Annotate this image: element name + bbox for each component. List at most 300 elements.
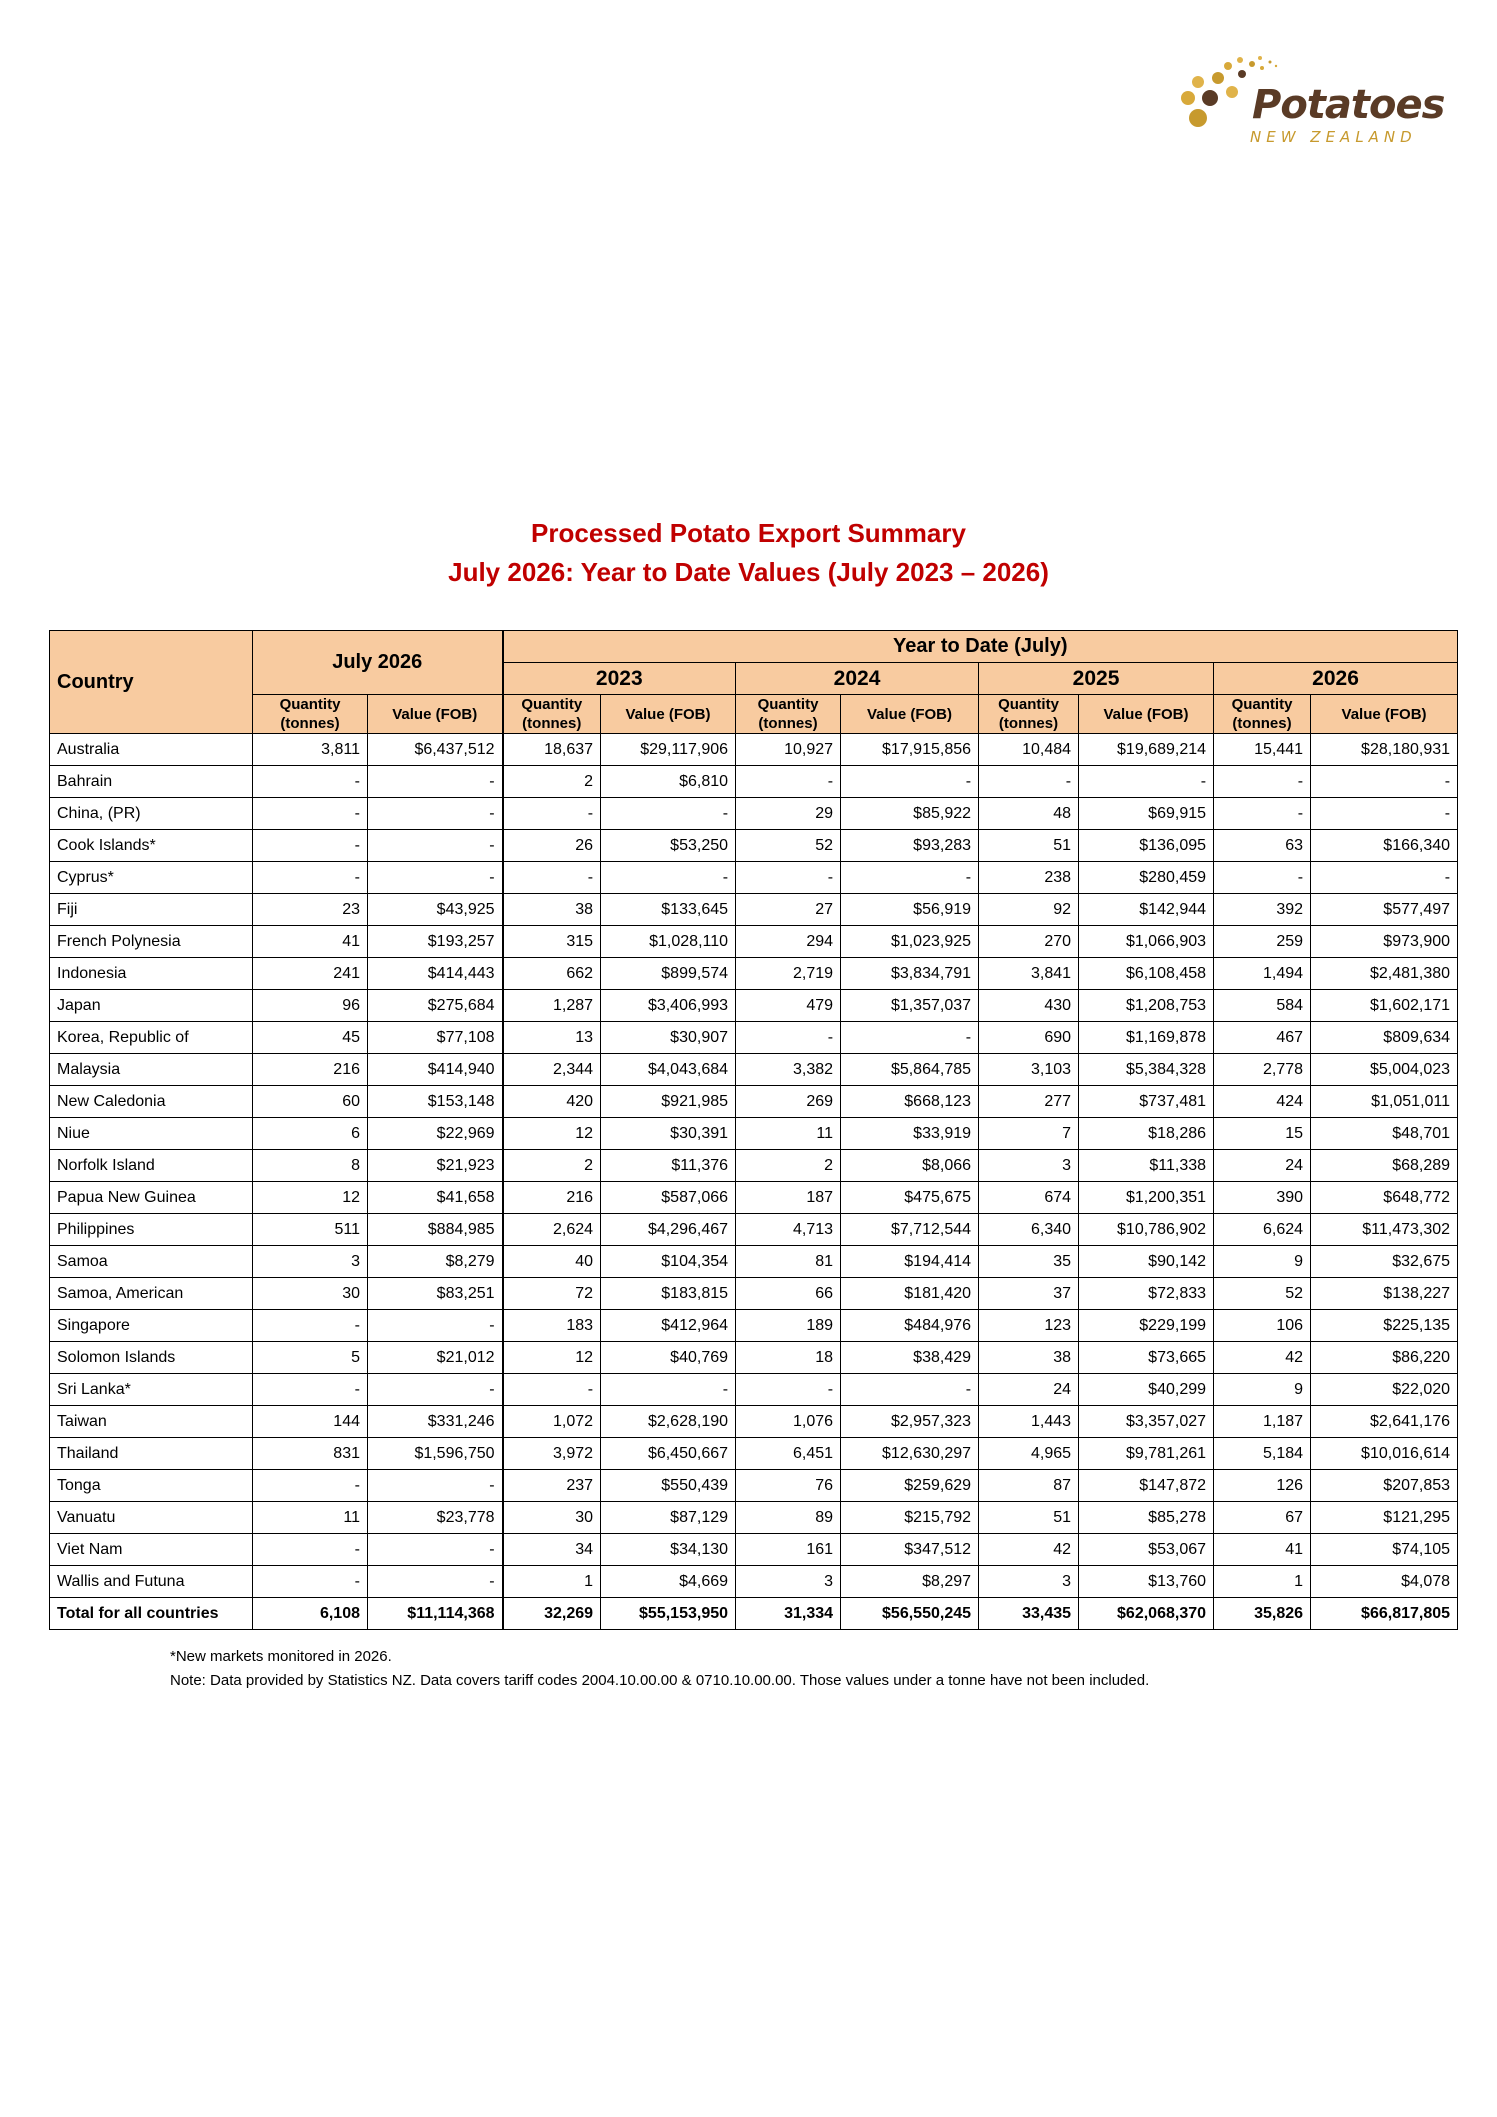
value-cell: $29,117,906: [601, 734, 736, 766]
tonnes-label: (tonnes): [758, 715, 818, 732]
quantity-cell: 33,435: [979, 1598, 1079, 1630]
value-cell: $1,357,037: [841, 990, 979, 1022]
table-row: [50, 1054, 1458, 1086]
value-cell: $1,028,110: [601, 926, 736, 958]
quantity-cell: 29: [736, 798, 841, 830]
value-cell: $2,957,323: [841, 1406, 979, 1438]
country-cell: Sri Lanka*: [50, 1374, 253, 1406]
value-cell: $85,278: [1079, 1502, 1214, 1534]
value-cell: $121,295: [1311, 1502, 1458, 1534]
title-line-1: Processed Potato Export Summary: [531, 518, 966, 548]
title-line-2: July 2026: Year to Date Values (July 2023 – 2026): [448, 557, 1049, 587]
value-cell: $809,634: [1311, 1022, 1458, 1054]
country-cell: Viet Nam: [50, 1534, 253, 1566]
value-cell: $87,129: [601, 1502, 736, 1534]
value-cell: $5,864,785: [841, 1054, 979, 1086]
quantity-cell: 96: [253, 990, 368, 1022]
table-row: [50, 1150, 1458, 1182]
value-cell: $21,923: [368, 1150, 503, 1182]
quantity-cell: 3: [253, 1246, 368, 1278]
value-cell: $5,004,023: [1311, 1054, 1458, 1086]
quantity-cell: 5: [253, 1342, 368, 1374]
tonnes-label: (tonnes): [280, 715, 340, 732]
country-cell: Australia: [50, 734, 253, 766]
quantity-cell: -: [1214, 766, 1311, 798]
quantity-cell: 315: [503, 926, 601, 958]
value-cell: $142,944: [1079, 894, 1214, 926]
country-cell: New Caledonia: [50, 1086, 253, 1118]
quantity-cell: 40: [503, 1246, 601, 1278]
quantity-cell: 3: [979, 1566, 1079, 1598]
quantity-cell: -: [1214, 862, 1311, 894]
quantity-cell: 30: [253, 1278, 368, 1310]
quantity-cell: 161: [736, 1534, 841, 1566]
quantity-cell: 26: [503, 830, 601, 862]
quantity-cell: 3,811: [253, 734, 368, 766]
value-cell: -: [1311, 766, 1458, 798]
value-cell: -: [368, 830, 503, 862]
value-cell: $8,297: [841, 1566, 979, 1598]
month-column-header: July 2026: [253, 631, 503, 695]
quantity-cell: 10,927: [736, 734, 841, 766]
value-cell: $225,135: [1311, 1310, 1458, 1342]
table-header: [50, 631, 1458, 734]
quantity-cell: 87: [979, 1470, 1079, 1502]
table-row: [50, 1310, 1458, 1342]
country-cell: Samoa: [50, 1246, 253, 1278]
country-cell: Malaysia: [50, 1054, 253, 1086]
value-cell: -: [368, 862, 503, 894]
quantity-cell: -: [253, 830, 368, 862]
value-cell: $7,712,544: [841, 1214, 979, 1246]
quantity-cell: 81: [736, 1246, 841, 1278]
value-cell: $69,915: [1079, 798, 1214, 830]
quantity-cell: 511: [253, 1214, 368, 1246]
country-cell: French Polynesia: [50, 926, 253, 958]
quantity-cell: 52: [736, 830, 841, 862]
quantity-cell: 48: [979, 798, 1079, 830]
value-cell: $18,286: [1079, 1118, 1214, 1150]
quantity-cell: 238: [979, 862, 1079, 894]
quantity-cell: 66: [736, 1278, 841, 1310]
value-cell: $1,066,903: [1079, 926, 1214, 958]
value-cell: -: [601, 862, 736, 894]
quantity-cell: -: [1214, 798, 1311, 830]
value-cell: $1,023,925: [841, 926, 979, 958]
quantity-cell: 92: [979, 894, 1079, 926]
table-row: [50, 1566, 1458, 1598]
quantity-tonnes-header: [253, 695, 368, 734]
quantity-cell: 1: [1214, 1566, 1311, 1598]
quantity-cell: 24: [979, 1374, 1079, 1406]
value-cell: -: [601, 1374, 736, 1406]
quantity-cell: -: [253, 766, 368, 798]
value-cell: $30,907: [601, 1022, 736, 1054]
table-row: [50, 1470, 1458, 1502]
value-cell: $550,439: [601, 1470, 736, 1502]
quantity-cell: 11: [253, 1502, 368, 1534]
value-cell: $104,354: [601, 1246, 736, 1278]
value-cell: $72,833: [1079, 1278, 1214, 1310]
quantity-tonnes-header: [979, 695, 1079, 734]
quantity-cell: -: [503, 798, 601, 830]
quantity-cell: 216: [253, 1054, 368, 1086]
report-title: [0, 514, 1497, 592]
value-cell: $41,658: [368, 1182, 503, 1214]
year-header-2023: 2023: [503, 663, 736, 695]
value-cell: $147,872: [1079, 1470, 1214, 1502]
value-cell: -: [368, 1566, 503, 1598]
table-body: [50, 734, 1458, 1630]
value-cell: $6,108,458: [1079, 958, 1214, 990]
table-row: [50, 830, 1458, 862]
value-cell: $1,596,750: [368, 1438, 503, 1470]
value-cell: $40,769: [601, 1342, 736, 1374]
table-row: [50, 1342, 1458, 1374]
quantity-cell: -: [503, 1374, 601, 1406]
value-cell: $8,279: [368, 1246, 503, 1278]
quantity-tonnes-header: [736, 695, 841, 734]
value-cell: $23,778: [368, 1502, 503, 1534]
quantity-cell: 11: [736, 1118, 841, 1150]
quantity-cell: 9: [1214, 1374, 1311, 1406]
table-row: [50, 1214, 1458, 1246]
value-cell: $2,481,380: [1311, 958, 1458, 990]
value-cell: $1,051,011: [1311, 1086, 1458, 1118]
value-cell: $38,429: [841, 1342, 979, 1374]
quantity-cell: 2,719: [736, 958, 841, 990]
value-cell: -: [368, 1470, 503, 1502]
value-cell: $90,142: [1079, 1246, 1214, 1278]
quantity-cell: 35: [979, 1246, 1079, 1278]
country-cell: Bahrain: [50, 766, 253, 798]
country-cell: Samoa, American: [50, 1278, 253, 1310]
value-cell: $17,915,856: [841, 734, 979, 766]
value-cell: -: [841, 766, 979, 798]
quantity-cell: 237: [503, 1470, 601, 1502]
value-cell: $259,629: [841, 1470, 979, 1502]
value-fob-header: Value (FOB): [1079, 695, 1214, 734]
table-row: [50, 894, 1458, 926]
quantity-cell: 9: [1214, 1246, 1311, 1278]
value-cell: $484,976: [841, 1310, 979, 1342]
value-cell: $414,940: [368, 1054, 503, 1086]
value-cell: $62,068,370: [1079, 1598, 1214, 1630]
country-cell: Korea, Republic of: [50, 1022, 253, 1054]
value-cell: $3,357,027: [1079, 1406, 1214, 1438]
table-row: [50, 1278, 1458, 1310]
value-cell: $11,376: [601, 1150, 736, 1182]
quantity-cell: -: [253, 1566, 368, 1598]
table-row: [50, 926, 1458, 958]
quantity-cell: 2,778: [1214, 1054, 1311, 1086]
value-cell: $587,066: [601, 1182, 736, 1214]
value-cell: $275,684: [368, 990, 503, 1022]
quantity-cell: -: [736, 862, 841, 894]
country-cell: Niue: [50, 1118, 253, 1150]
table-row: [50, 1406, 1458, 1438]
table-row: [50, 1534, 1458, 1566]
value-cell: $193,257: [368, 926, 503, 958]
quantity-cell: 420: [503, 1086, 601, 1118]
value-cell: $215,792: [841, 1502, 979, 1534]
quantity-cell: 390: [1214, 1182, 1311, 1214]
table-row: [50, 990, 1458, 1022]
value-cell: $899,574: [601, 958, 736, 990]
country-cell: Singapore: [50, 1310, 253, 1342]
value-cell: $33,919: [841, 1118, 979, 1150]
value-cell: $133,645: [601, 894, 736, 926]
quantity-cell: 15: [1214, 1118, 1311, 1150]
value-cell: $93,283: [841, 830, 979, 862]
value-fob-header: Value (FOB): [368, 695, 503, 734]
quantity-cell: 51: [979, 1502, 1079, 1534]
quantity-cell: 76: [736, 1470, 841, 1502]
quantity-cell: 1,287: [503, 990, 601, 1022]
quantity-cell: 123: [979, 1310, 1079, 1342]
value-cell: $11,114,368: [368, 1598, 503, 1630]
quantity-cell: 2: [503, 1150, 601, 1182]
quantity-cell: -: [979, 766, 1079, 798]
quantity-cell: 13: [503, 1022, 601, 1054]
export-summary-table: [49, 630, 1458, 1630]
value-cell: $973,900: [1311, 926, 1458, 958]
country-cell: Japan: [50, 990, 253, 1022]
logo-subtitle: NEW ZEALAND: [1250, 128, 1417, 146]
total-label: Total for all countries: [50, 1598, 253, 1630]
quantity-cell: 269: [736, 1086, 841, 1118]
quantity-cell: 1,494: [1214, 958, 1311, 990]
country-cell: Philippines: [50, 1214, 253, 1246]
quantity-cell: 1: [503, 1566, 601, 1598]
value-cell: -: [1311, 798, 1458, 830]
table-row: [50, 798, 1458, 830]
table-row: [50, 958, 1458, 990]
quantity-cell: 6,624: [1214, 1214, 1311, 1246]
value-cell: $737,481: [1079, 1086, 1214, 1118]
quantity-cell: -: [253, 1470, 368, 1502]
quantity-tonnes-header: [1214, 695, 1311, 734]
value-cell: $73,665: [1079, 1342, 1214, 1374]
value-cell: $53,250: [601, 830, 736, 862]
country-cell: Tonga: [50, 1470, 253, 1502]
value-fob-header: Value (FOB): [1311, 695, 1458, 734]
value-cell: $6,450,667: [601, 1438, 736, 1470]
country-cell: Indonesia: [50, 958, 253, 990]
quantity-cell: 3,841: [979, 958, 1079, 990]
country-cell: Cyprus*: [50, 862, 253, 894]
quantity-cell: 1,187: [1214, 1406, 1311, 1438]
value-cell: -: [601, 798, 736, 830]
quantity-cell: -: [736, 1374, 841, 1406]
quantity-label: Quantity: [998, 696, 1059, 713]
quantity-cell: -: [503, 862, 601, 894]
value-cell: $11,338: [1079, 1150, 1214, 1182]
quantity-cell: 106: [1214, 1310, 1311, 1342]
table-row: [50, 862, 1458, 894]
value-cell: -: [368, 798, 503, 830]
table-row: [50, 1438, 1458, 1470]
quantity-cell: 270: [979, 926, 1079, 958]
value-cell: $85,922: [841, 798, 979, 830]
sub-header-row: [50, 695, 1458, 734]
tonnes-label: (tonnes): [522, 715, 582, 732]
value-cell: -: [368, 766, 503, 798]
value-cell: $66,817,805: [1311, 1598, 1458, 1630]
tonnes-label: (tonnes): [998, 715, 1059, 732]
value-cell: $22,969: [368, 1118, 503, 1150]
quantity-cell: 63: [1214, 830, 1311, 862]
quantity-cell: 187: [736, 1182, 841, 1214]
value-cell: -: [368, 1310, 503, 1342]
value-cell: $56,919: [841, 894, 979, 926]
country-cell: Norfolk Island: [50, 1150, 253, 1182]
value-cell: $331,246: [368, 1406, 503, 1438]
value-cell: $11,473,302: [1311, 1214, 1458, 1246]
value-cell: $166,340: [1311, 830, 1458, 862]
value-cell: $21,012: [368, 1342, 503, 1374]
value-cell: $83,251: [368, 1278, 503, 1310]
quantity-cell: 277: [979, 1086, 1079, 1118]
quantity-cell: 2,344: [503, 1054, 601, 1086]
value-cell: $884,985: [368, 1214, 503, 1246]
tonnes-label: (tonnes): [1232, 715, 1292, 732]
quantity-cell: 4,965: [979, 1438, 1079, 1470]
footnote-data-source: Note: Data provided by Statistics NZ. Data covers tariff codes 2004.10.00.00 & 0710.10.00.00. Those values under a tonne have not been included.: [170, 1672, 1150, 1689]
value-cell: $2,641,176: [1311, 1406, 1458, 1438]
quantity-cell: 424: [1214, 1086, 1311, 1118]
quantity-cell: 41: [253, 926, 368, 958]
value-cell: $138,227: [1311, 1278, 1458, 1310]
quantity-cell: 12: [503, 1118, 601, 1150]
value-cell: $577,497: [1311, 894, 1458, 926]
country-cell: Wallis and Futuna: [50, 1566, 253, 1598]
quantity-cell: 3,382: [736, 1054, 841, 1086]
value-cell: $475,675: [841, 1182, 979, 1214]
value-cell: $347,512: [841, 1534, 979, 1566]
ytd-column-header: Year to Date (July): [503, 631, 1458, 663]
quantity-cell: 30: [503, 1502, 601, 1534]
value-cell: -: [841, 862, 979, 894]
value-cell: $4,669: [601, 1566, 736, 1598]
value-cell: $43,925: [368, 894, 503, 926]
value-fob-header: Value (FOB): [841, 695, 979, 734]
quantity-cell: 674: [979, 1182, 1079, 1214]
country-cell: China, (PR): [50, 798, 253, 830]
quantity-cell: 18: [736, 1342, 841, 1374]
quantity-cell: 189: [736, 1310, 841, 1342]
quantity-cell: 1,443: [979, 1406, 1079, 1438]
quantity-cell: 183: [503, 1310, 601, 1342]
value-cell: $153,148: [368, 1086, 503, 1118]
value-cell: $280,459: [1079, 862, 1214, 894]
value-cell: $181,420: [841, 1278, 979, 1310]
value-cell: $74,105: [1311, 1534, 1458, 1566]
value-cell: $56,550,245: [841, 1598, 979, 1630]
value-cell: -: [1311, 862, 1458, 894]
quantity-cell: 2: [503, 766, 601, 798]
value-cell: $183,815: [601, 1278, 736, 1310]
value-cell: -: [841, 1022, 979, 1054]
quantity-cell: 5,184: [1214, 1438, 1311, 1470]
quantity-cell: 89: [736, 1502, 841, 1534]
value-cell: -: [1079, 766, 1214, 798]
quantity-cell: 10,484: [979, 734, 1079, 766]
quantity-cell: 831: [253, 1438, 368, 1470]
quantity-cell: -: [253, 1374, 368, 1406]
quantity-cell: 3,972: [503, 1438, 601, 1470]
quantity-cell: 690: [979, 1022, 1079, 1054]
quantity-cell: 2,624: [503, 1214, 601, 1246]
quantity-cell: -: [253, 1534, 368, 1566]
quantity-label: Quantity: [1231, 696, 1293, 713]
value-cell: $194,414: [841, 1246, 979, 1278]
quantity-cell: 3: [979, 1150, 1079, 1182]
value-cell: $4,043,684: [601, 1054, 736, 1086]
quantity-cell: -: [253, 798, 368, 830]
quantity-cell: 72: [503, 1278, 601, 1310]
value-cell: -: [368, 1534, 503, 1566]
footnote-new-markets: *New markets monitored in 2026.: [170, 1648, 392, 1665]
quantity-cell: 34: [503, 1534, 601, 1566]
value-cell: $48,701: [1311, 1118, 1458, 1150]
quantity-label: Quantity: [757, 696, 819, 713]
quantity-cell: 294: [736, 926, 841, 958]
quantity-label: Quantity: [279, 696, 341, 713]
quantity-cell: 18,637: [503, 734, 601, 766]
table-row: [50, 766, 1458, 798]
quantity-cell: 6: [253, 1118, 368, 1150]
quantity-cell: -: [736, 1022, 841, 1054]
year-header-2026: 2026: [1214, 663, 1458, 695]
country-cell: Solomon Islands: [50, 1342, 253, 1374]
value-cell: $40,299: [1079, 1374, 1214, 1406]
table-row: [50, 1182, 1458, 1214]
country-cell: Vanuatu: [50, 1502, 253, 1534]
quantity-cell: 23: [253, 894, 368, 926]
table-row: [50, 1246, 1458, 1278]
quantity-cell: 241: [253, 958, 368, 990]
quantity-cell: 144: [253, 1406, 368, 1438]
quantity-cell: 38: [979, 1342, 1079, 1374]
quantity-cell: 12: [253, 1182, 368, 1214]
value-cell: $10,016,614: [1311, 1438, 1458, 1470]
value-cell: $921,985: [601, 1086, 736, 1118]
quantity-cell: 35,826: [1214, 1598, 1311, 1630]
quantity-cell: 479: [736, 990, 841, 1022]
value-cell: -: [841, 1374, 979, 1406]
quantity-cell: 467: [1214, 1022, 1311, 1054]
total-row: [50, 1598, 1458, 1630]
quantity-cell: 2: [736, 1150, 841, 1182]
value-cell: $12,630,297: [841, 1438, 979, 1470]
quantity-cell: 662: [503, 958, 601, 990]
quantity-cell: 38: [503, 894, 601, 926]
value-cell: $1,602,171: [1311, 990, 1458, 1022]
value-cell: $86,220: [1311, 1342, 1458, 1374]
quantity-cell: 52: [1214, 1278, 1311, 1310]
quantity-cell: 1,076: [736, 1406, 841, 1438]
quantity-cell: 42: [1214, 1342, 1311, 1374]
value-cell: $136,095: [1079, 830, 1214, 862]
value-cell: $6,437,512: [368, 734, 503, 766]
value-cell: $4,296,467: [601, 1214, 736, 1246]
value-cell: $414,443: [368, 958, 503, 990]
quantity-cell: 4,713: [736, 1214, 841, 1246]
value-cell: $2,628,190: [601, 1406, 736, 1438]
quantity-cell: 1,072: [503, 1406, 601, 1438]
value-cell: $10,786,902: [1079, 1214, 1214, 1246]
